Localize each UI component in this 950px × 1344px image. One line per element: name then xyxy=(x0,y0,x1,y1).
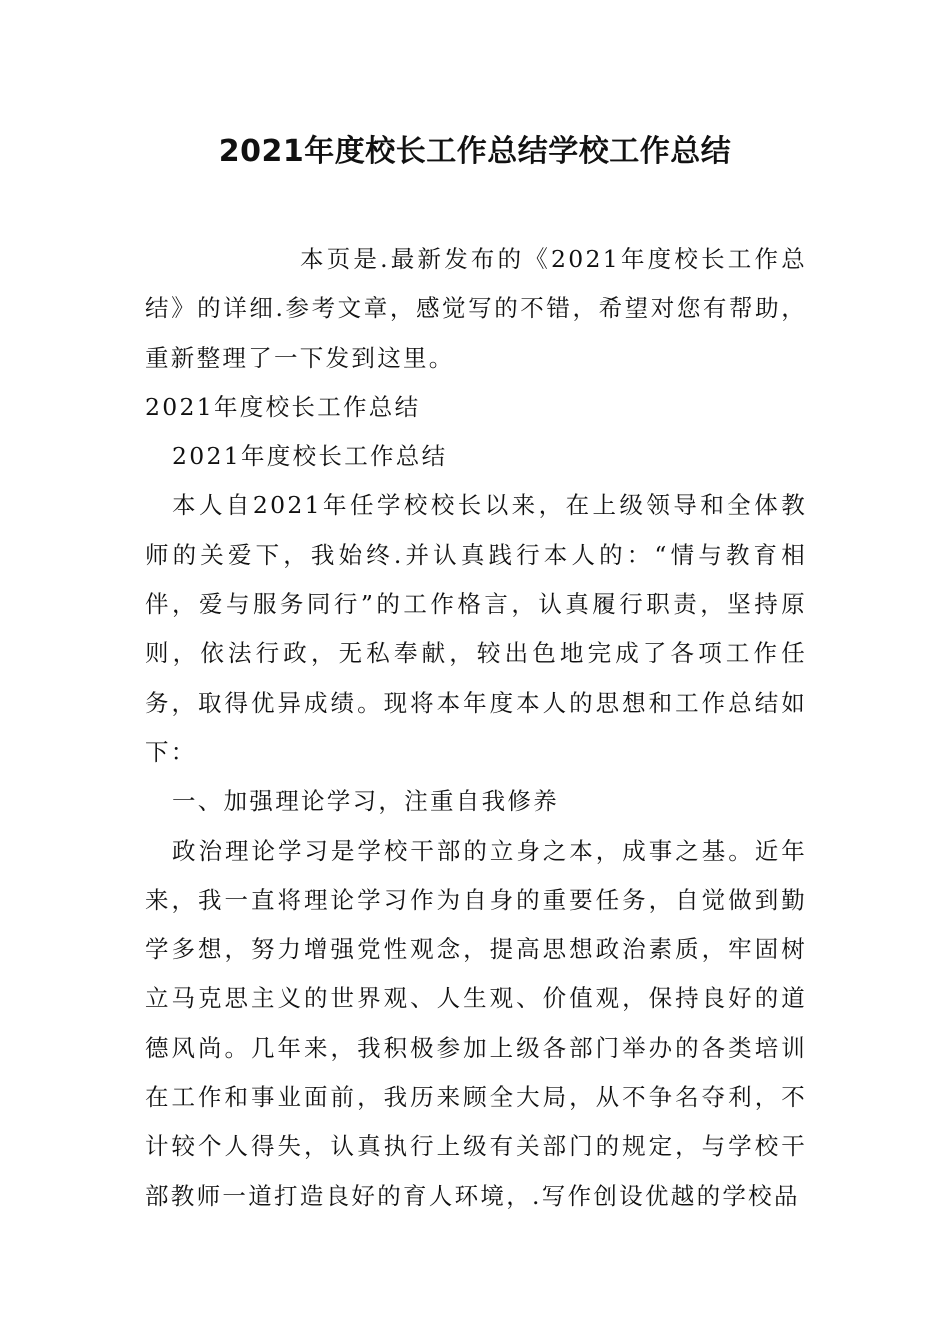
body-paragraph: 政治理论学习是学校干部的立身之本，成事之基。近年来，我一直将理论学习作为自身的重要任务，自觉做到勤学多想，努力增强党性观念，提高思想政治素质，牢固树立马克思主义的世界观、人生观、价值观，保持良好的道德风尚。几年来，我积极参加上级各部门举办的各类培训在工作和事业面前，我历来顾全大局，从不争名夺利，不计较个人得失，认真执行上级有关部门的规定，与学校干部教师一道打造良好的育人环境，.写作创设优越的学校品 xyxy=(145,836,807,1210)
document-body xyxy=(145,235,807,1221)
subtitle-paragraph: 2021年度校长工作总结 xyxy=(172,442,448,471)
section-heading-1: 一、加强理论学习，注重自我修养 xyxy=(172,787,559,816)
document-title: 2021年度校长工作总结学校工作总结 xyxy=(218,134,732,169)
section-heading: 2021年度校长工作总结 xyxy=(145,392,421,421)
body-paragraph: 本人自2021年任学校校长以来，在上级领导和全体教师的关爱下，我始终.并认真践行本人的：“情与教育相伴，爱与服务同行”的工作格言，认真履行职责，坚持原则，依法行政，无私奉献，较出色地完成了各项工作任务，取得优异成绩。现将本年度本人的思想和工作总结如下： xyxy=(145,491,807,766)
intro-paragraph: 本页是.最新发布的《2021年度校长工作总结》的详细.参考文章，感觉写的不错，希望对您有帮助，重新整理了一下发到这里。 xyxy=(145,245,807,372)
